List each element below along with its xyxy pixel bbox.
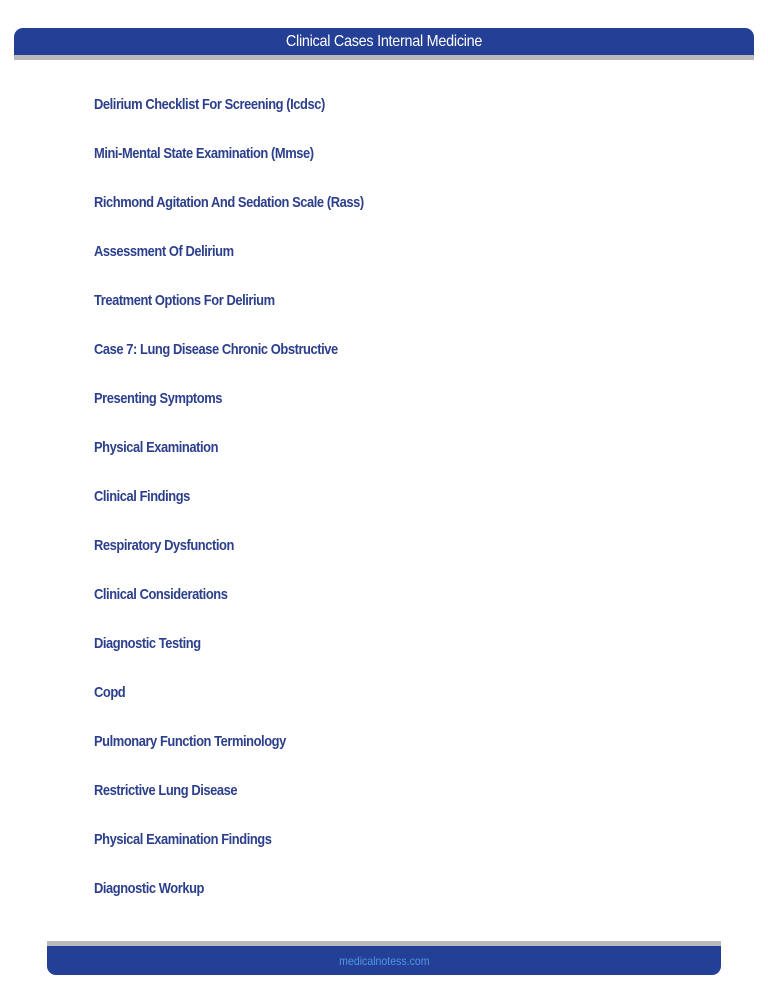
toc-link[interactable]: Physical Examination Findings (94, 831, 272, 848)
toc-link[interactable]: Richmond Agitation And Sedation Scale (Rass) (94, 194, 364, 211)
footer-site-link[interactable]: medicalnotess.com (338, 953, 430, 968)
toc-link[interactable]: Clinical Findings (94, 488, 190, 505)
footer-bar (47, 946, 721, 975)
page-title: Clinical Cases Internal Medicine (285, 32, 483, 50)
toc-link[interactable]: Diagnostic Testing (94, 635, 201, 652)
page-footer (47, 941, 721, 975)
toc-link[interactable]: Mini-Mental State Examination (Mmse) (94, 145, 314, 162)
toc-link[interactable]: Physical Examination (94, 439, 219, 456)
toc-link[interactable]: Case 7: Lung Disease Chronic Obstructive (94, 341, 338, 358)
toc-link[interactable]: Restrictive Lung Disease (94, 782, 238, 799)
header-bar (14, 28, 754, 55)
header-divider (14, 55, 754, 60)
toc-link[interactable]: Presenting Symptoms (94, 390, 223, 407)
toc-link[interactable]: Clinical Considerations (94, 586, 228, 603)
toc-link[interactable]: Delirium Checklist For Screening (Icdsc) (94, 96, 325, 113)
toc-link[interactable]: Treatment Options For Delirium (94, 292, 275, 309)
table-of-contents (94, 93, 408, 926)
toc-link[interactable]: Respiratory Dysfunction (94, 537, 234, 554)
toc-link[interactable]: Diagnostic Workup (94, 880, 204, 897)
toc-link[interactable]: Assessment Of Delirium (94, 243, 234, 260)
toc-link[interactable]: Copd (94, 684, 126, 701)
page-header (14, 28, 754, 60)
toc-link[interactable]: Pulmonary Function Terminology (94, 733, 286, 750)
